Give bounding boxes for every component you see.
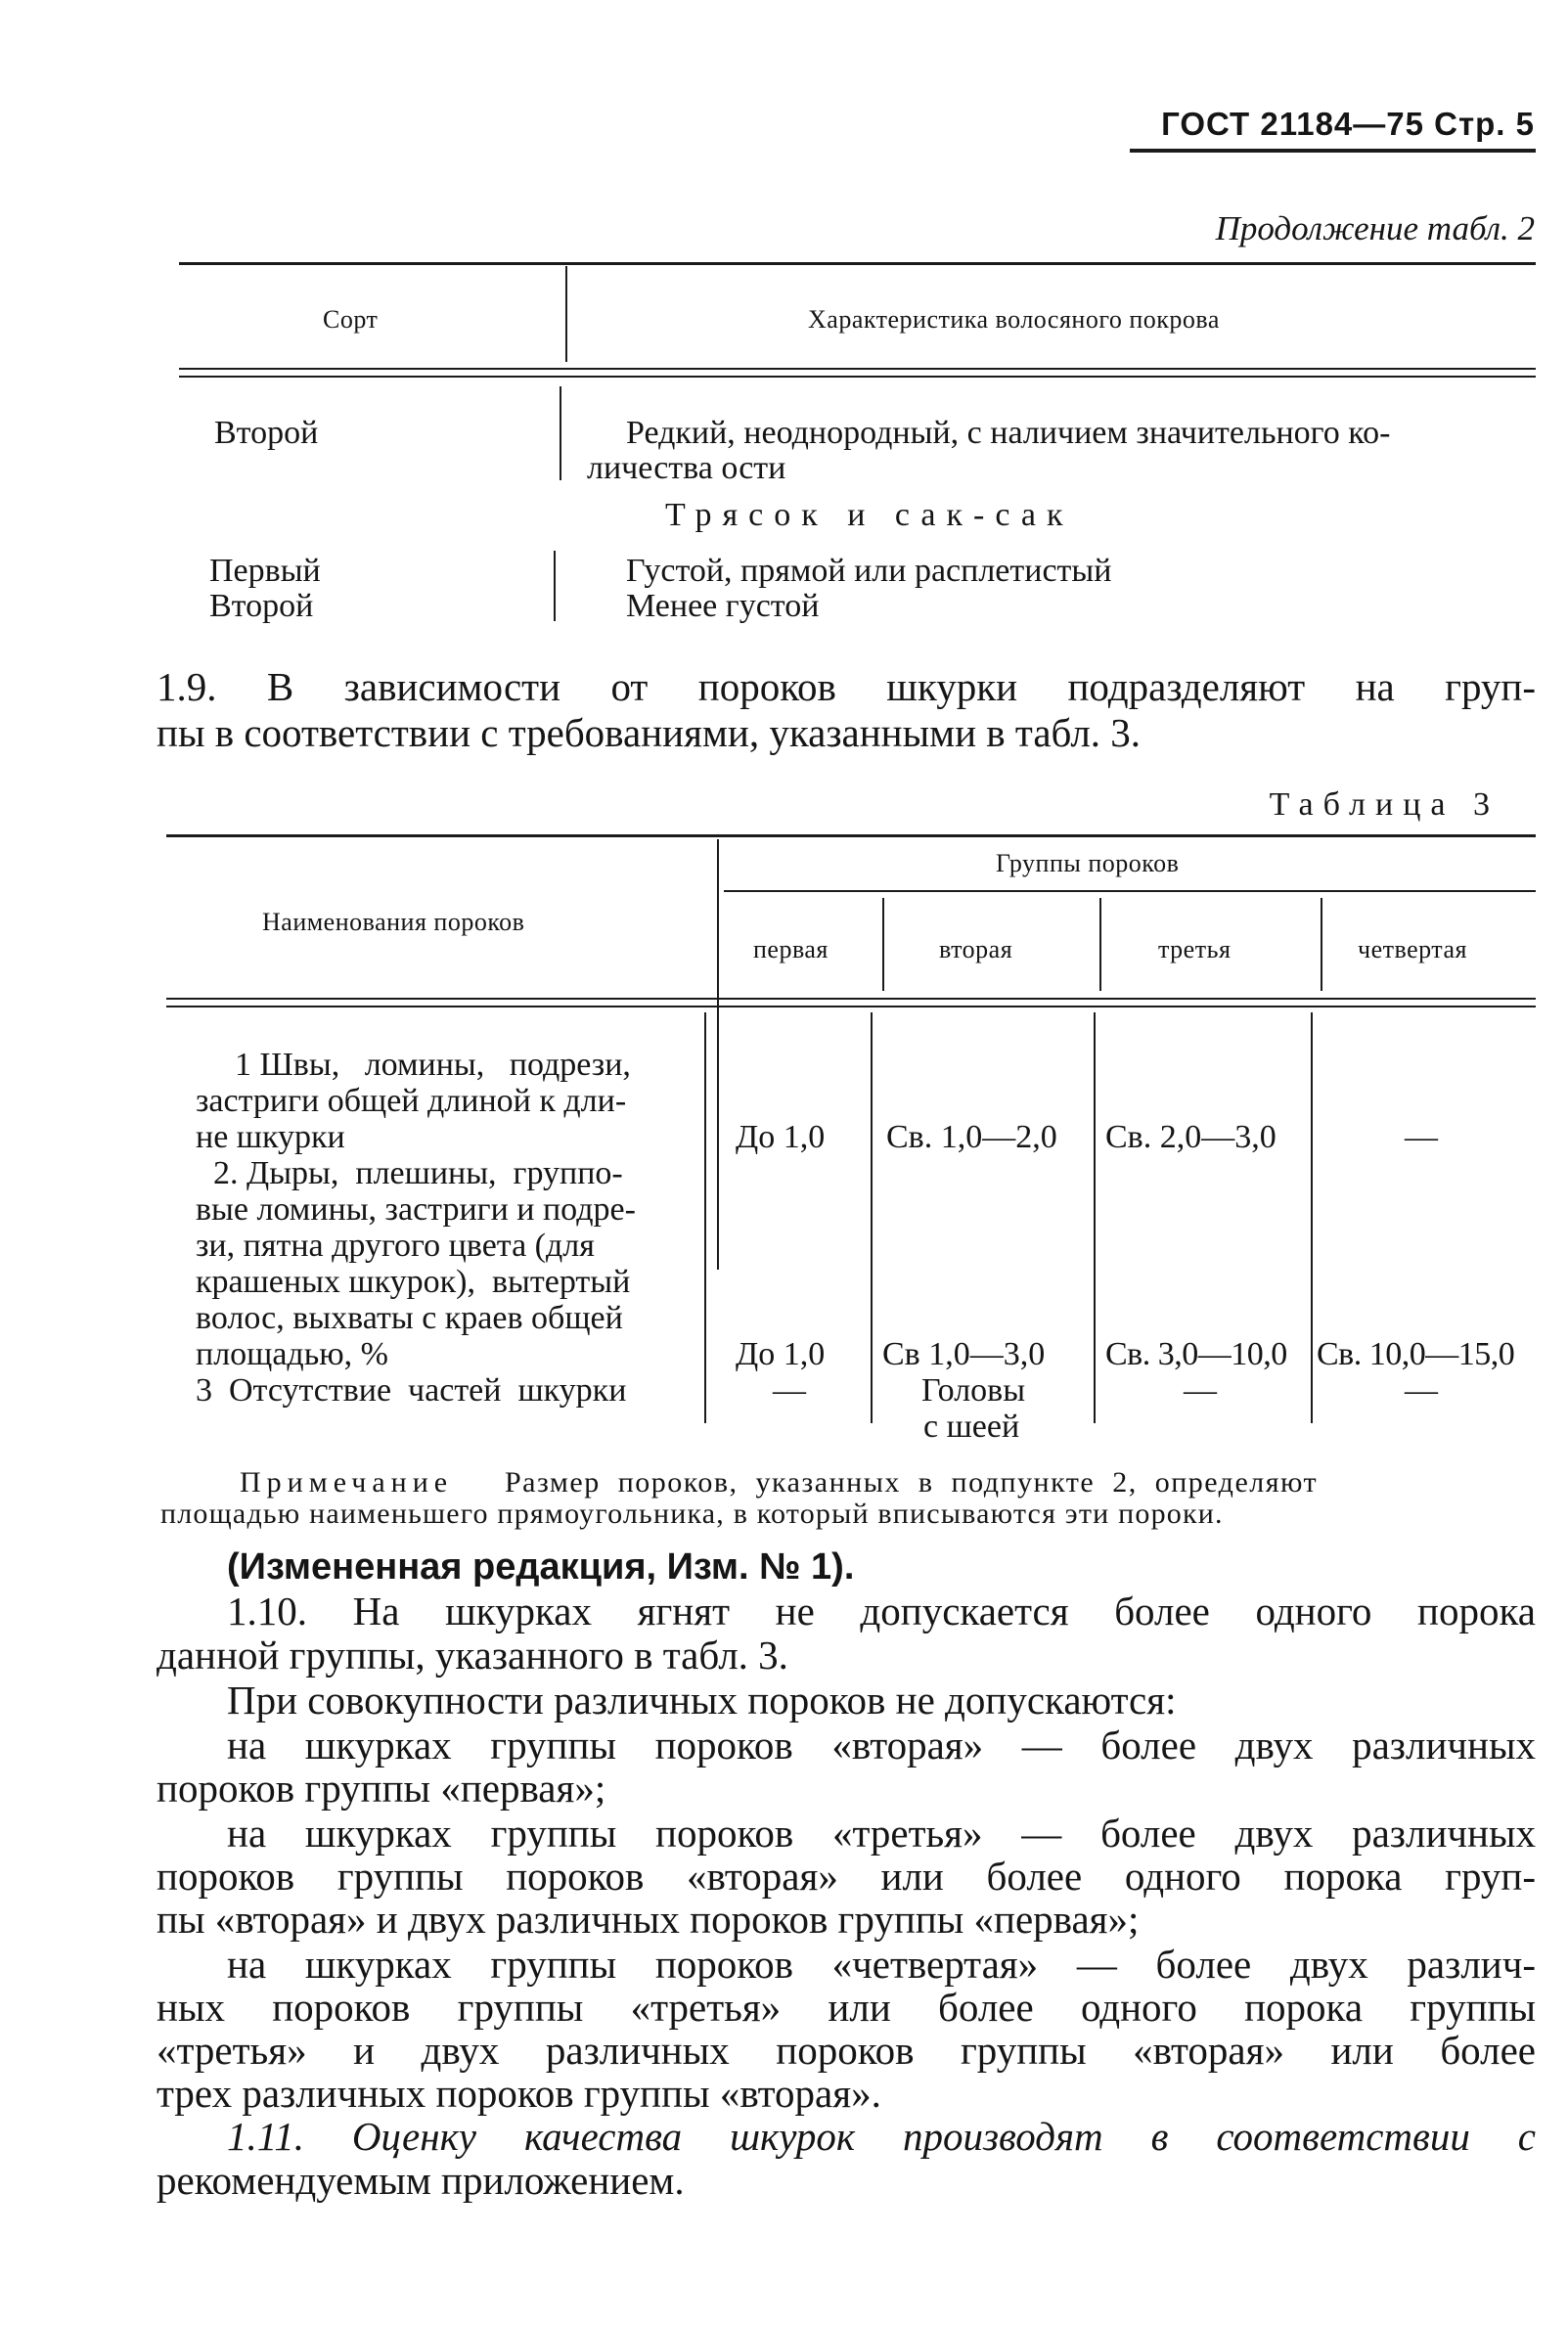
table3-body-divider-3 — [1311, 1012, 1313, 1423]
table3-divider-names — [717, 839, 719, 1270]
table3-row2-third: Св. 3,0—10,0 — [1105, 1336, 1287, 1372]
header-rule — [1130, 149, 1536, 153]
table3-header-divider-3 — [1321, 898, 1322, 991]
table2-body-divider-2 — [554, 551, 556, 621]
combination-fourth-line-2: ных пороков группы «третья» или более одного порока группы — [157, 1985, 1536, 2030]
combination-second-line-2: пороков группы «первая»; — [157, 1766, 606, 1811]
table3-group-second: вторая — [939, 935, 1013, 963]
table2-row-second-grade: Второй — [214, 415, 319, 451]
table3-defect3-line: 3 Отсутствие частей шкурки — [196, 1372, 627, 1409]
para-1-9-line-1: 1.9. В зависимости от пороков шкурки подразделяют на груп- — [157, 664, 1536, 709]
para-1-11-line-2: рекомендуемым приложением. — [157, 2158, 685, 2203]
combination-fourth-line-4: трех различных пороков группы «вторая». — [157, 2071, 881, 2116]
table3-row2-second: Св 1,0—3,0 — [882, 1336, 1046, 1372]
table3-row3-second: Головы — [921, 1372, 1026, 1409]
combination-third-line-2: пороков группы пороков «вторая» или более одного порока груп- — [157, 1854, 1536, 1899]
table3-group-first: первая — [753, 935, 829, 963]
note-line-2: площадью наименьшего прямоугольника, в который вписываются эти пороки. — [160, 1498, 1224, 1530]
combination-fourth-line-3: «третья» и двух различных пороков группы «вторая» или более — [157, 2028, 1536, 2073]
combination-intro: При совокупности различных пороков не допускаются: — [227, 1678, 1177, 1723]
table2-row-second2-desc: Менее густой — [626, 588, 820, 624]
table2-row-second-desc-1: Редкий, неоднородный, с наличием значительного ко- — [626, 415, 1391, 451]
table3-defect2-line-1: 2. Дыры, плешины, группо- — [213, 1155, 623, 1191]
combination-third-line-1: на шкурках группы пороков «третья» — более двух различных — [227, 1811, 1536, 1856]
table3-header-rule-2 — [166, 1006, 1536, 1007]
table3-defect1-line-1: 1 Швы, ломины, подрези, — [235, 1047, 631, 1083]
table3-header-divider-1 — [882, 898, 884, 991]
para-1-9-line-2: пы в соответствии с требованиями, указанными в табл. 3. — [157, 710, 1142, 755]
table3-group-fourth: четвертая — [1358, 935, 1467, 963]
table2-body-divider — [560, 386, 561, 480]
table3-row1-first: До 1,0 — [736, 1119, 826, 1155]
table3-body-divider-names — [704, 1012, 706, 1423]
table3-top-rule — [166, 834, 1536, 837]
table3-row2-first: До 1,0 — [736, 1336, 826, 1372]
para-1-11-line-1: 1.11. Оценку качества шкурок производят в соответствии с — [227, 2114, 1536, 2159]
table3-defect1-line-2: застриги общей длиной к дли- — [196, 1083, 627, 1119]
table2-row-second2-grade: Второй — [209, 588, 314, 624]
table3-header-divider-2 — [1099, 898, 1101, 991]
table3-row1-third: Св. 2,0—3,0 — [1105, 1119, 1277, 1155]
table3-row3-third: — — [1184, 1372, 1217, 1409]
table2-section-title: Трясок и сак-сак — [665, 497, 1074, 533]
table3-defect2-line-6: площадью, % — [196, 1336, 388, 1372]
para-1-10-line-1: 1.10. На шкурках ягнят не допускается более одного порока — [227, 1589, 1536, 1633]
table3-defect2-line-5: волос, выхваты с краев общей — [196, 1300, 623, 1336]
table2-header-divider — [565, 266, 567, 362]
note-label: Примечание — [240, 1466, 454, 1499]
amendment-note: (Измененная редакция, Изм. № 1). — [227, 1546, 855, 1588]
table3-col-defect-names: Наименования пороков — [262, 908, 525, 936]
table2-top-rule — [179, 262, 1536, 265]
table2-header-rule-2 — [179, 376, 1536, 378]
table3-row3-fourth: — — [1405, 1372, 1438, 1409]
table3-body-divider-2 — [1094, 1012, 1096, 1423]
combination-third-line-3: пы «вторая» и двух различных пороков группы «первая»; — [157, 1897, 1140, 1942]
table3-defect2-line-3: зи, пятна другого цвета (для — [196, 1228, 595, 1264]
table3-row1-second: Св. 1,0—2,0 — [886, 1119, 1057, 1155]
table2-header-rule-1 — [179, 368, 1536, 370]
table2-continuation-label: Продолжение табл. 2 — [1215, 209, 1535, 247]
table3-header-rule-1 — [166, 998, 1536, 1000]
table3-row3-second-line-2: с шеей — [923, 1409, 1020, 1445]
table3-row3-first: — — [773, 1372, 806, 1409]
table2-row-second-desc-2: личества ости — [587, 450, 786, 486]
table3-group-third: третья — [1158, 935, 1232, 963]
table3-defect1-line-3: не шкурки — [196, 1119, 345, 1155]
note-line-1: Размер пороков, указанных в подпункте 2, определяют — [505, 1466, 1319, 1499]
table2-row-first-desc: Густой, прямой или расплетистый — [626, 553, 1112, 589]
table3-body-divider-1 — [871, 1012, 873, 1423]
page-header: ГОСТ 21184—75 Стр. 5 — [1161, 106, 1535, 142]
table2-row-first-grade: Первый — [209, 553, 321, 589]
combination-second-line-1: на шкурках группы пороков «вторая» — более двух различных — [227, 1723, 1536, 1768]
table3-caption: Таблица 3 — [1269, 786, 1500, 823]
table3-defect2-line-4: крашеных шкурок), вытертый — [196, 1264, 631, 1300]
table3-row2-fourth: Св. 10,0—15,0 — [1317, 1336, 1515, 1372]
table2-col-grade: Сорт — [323, 305, 379, 334]
table2-col-hair: Характеристика волосяного покрова — [808, 305, 1220, 334]
table3-row1-fourth: — — [1405, 1119, 1438, 1155]
table3-defect2-line-2: вые ломины, застриги и подре- — [196, 1191, 636, 1228]
table3-col-groups: Группы пороков — [996, 849, 1180, 877]
table3-groups-rule — [724, 890, 1536, 892]
para-1-10-line-2: данной группы, указанного в табл. 3. — [157, 1633, 788, 1678]
combination-fourth-line-1: на шкурках группы пороков «четвертая» — более двух различ- — [227, 1942, 1536, 1987]
